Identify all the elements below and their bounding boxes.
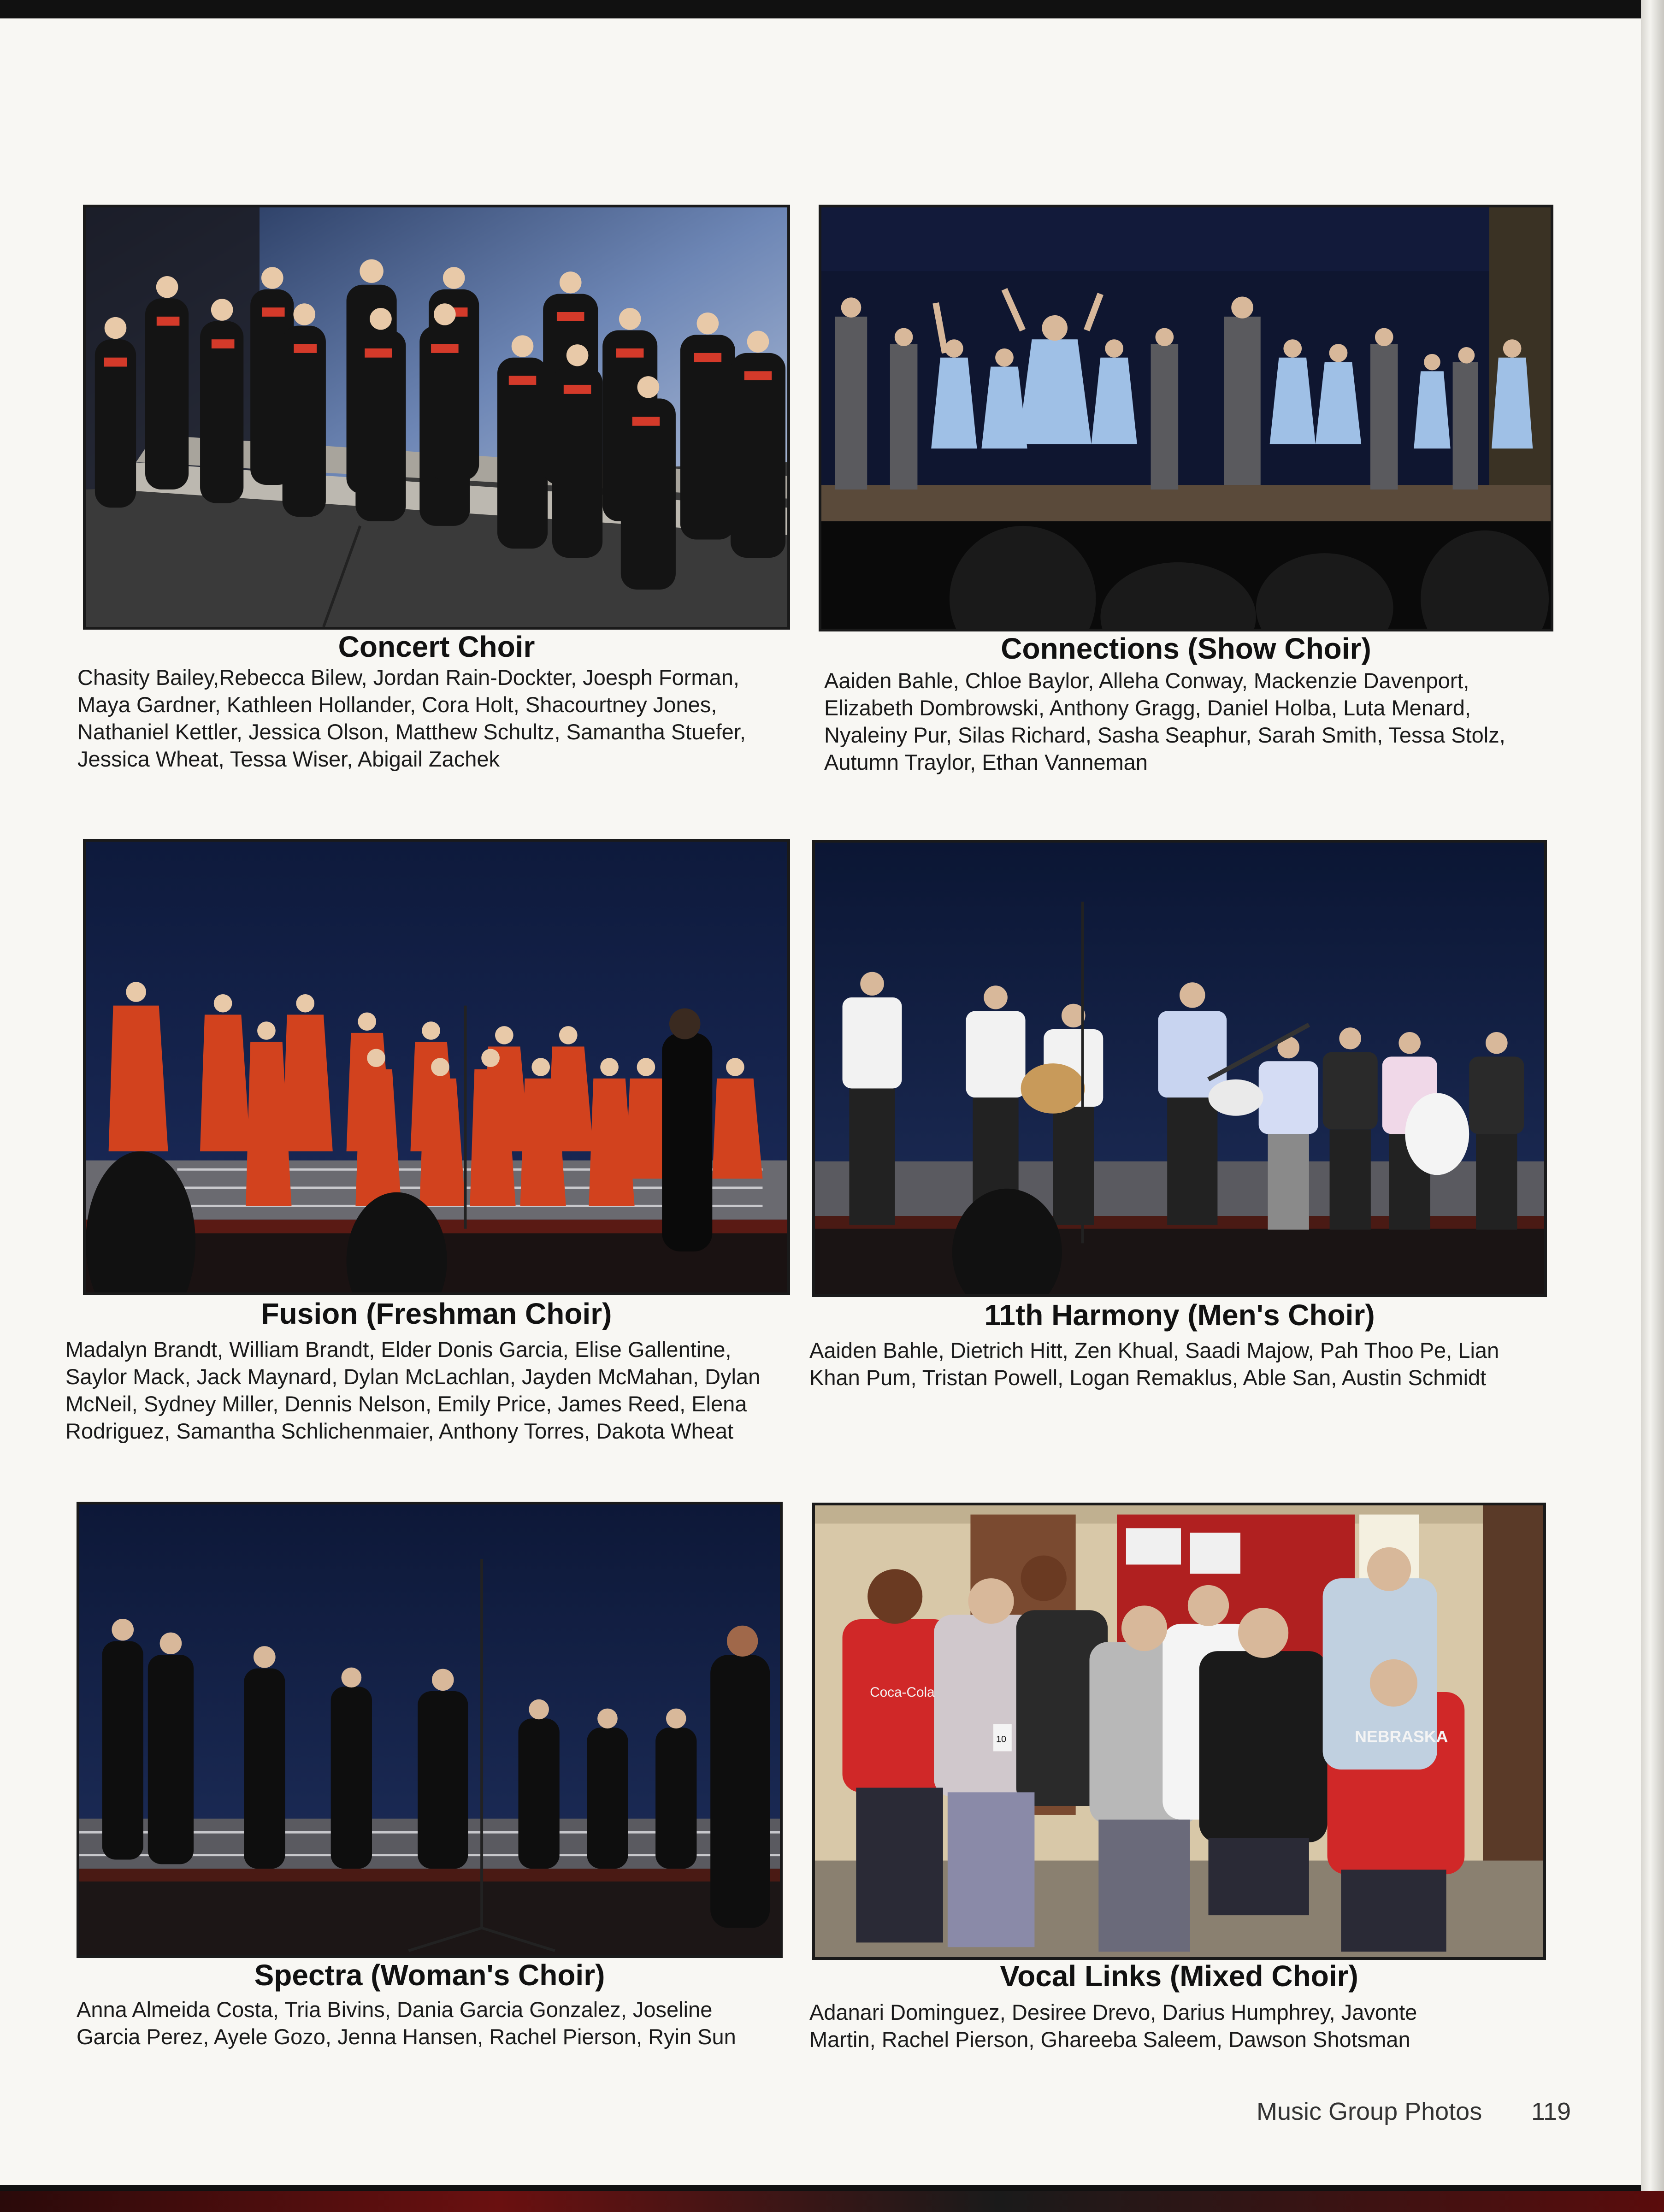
concert-choir-photo [83,205,790,630]
book-spine [1641,0,1664,2212]
page-number: 119 [1531,2098,1571,2125]
fusion-photo [83,839,790,1295]
harmony-names: Aaiden Bahle, Dietrich Hitt, Zen Khual, Saadi Majow, Pah Thoo Pe, Lian Khan Pum, Tristan Powell, Logan Remaklus, Able San, Austin Schmidt [809,1338,1499,1390]
vocal-links-photo [812,1503,1546,1960]
badge-number-text: 10 [996,1734,1007,1745]
section-footer-label: Music Group Photos [1257,2098,1482,2125]
spectra-title: Spectra (Woman's Choir) [254,1958,605,1992]
fusion-title: Fusion (Freshman Choir) [261,1297,612,1330]
vocal-links-title: Vocal Links (Mixed Choir) [1000,1959,1358,1993]
harmony-photo [812,840,1547,1297]
concert-choir-title: Concert Choir [338,630,535,663]
nebraska-shirt-text: NEBRASKA [1355,1727,1448,1746]
fusion-names: Madalyn Brandt, William Brandt, Elder Donis Garcia, Elise Gallentine, Saylor Mack, Jack Maynard, Dylan McLachlan, Jayden McMahan, Dylan McNeil, Sydney Miller, Dennis Nelson, Emily Price, James Reed, Elena Rodriguez, Samantha Schlichenmaier, Anthony Torres, Dakota Wheat [65,1337,761,1443]
spectra-names: Anna Almeida Costa, Tria Bivins, Dania Garcia Gonzalez, Joseline Garcia Perez, Ayele Gozo, Jenna Hansen, Rachel Pierson, Ryin Sun [77,1997,736,2049]
concert-choir-names: Chasity Bailey,Rebecca Bilew, Jordan Rain-Dockter, Joesph Forman, Maya Gardner, Kathleen Hollander, Cora Holt, Shacourtney Jones, Nathaniel Kettler, Jessica Olson, Matthew Schultz, Samantha Stuefer, Jessica Wheat, Tessa Wiser, Abigail Zachek [77,665,746,771]
connections-photo [819,205,1553,631]
vocal-links-names: Adanari Dominguez, Desiree Drevo, Darius Humphrey, Javonte Martin, Rachel Pierson, Ghareeba Saleem, Dawson Shotsman [809,2000,1417,2052]
harmony-title: 11th Harmony (Men's Choir) [984,1298,1375,1332]
connections-title: Connections (Show Choir) [1001,632,1371,665]
bottom-edge-strip [0,2191,1664,2212]
coca-cola-shirt-text: Coca-Cola [870,1684,935,1700]
connections-names: Aaiden Bahle, Chloe Baylor, Alleha Conway, Mackenzie Davenport, Elizabeth Dombrowski, Anthony Gragg, Daniel Holba, Luta Menard, Nyaleiny Pur, Silas Richard, Sasha Seaphur, Sarah Smith, Tessa Stolz, Autumn Traylor, Ethan Vanneman [824,668,1505,774]
spectra-photo [77,1502,783,1958]
